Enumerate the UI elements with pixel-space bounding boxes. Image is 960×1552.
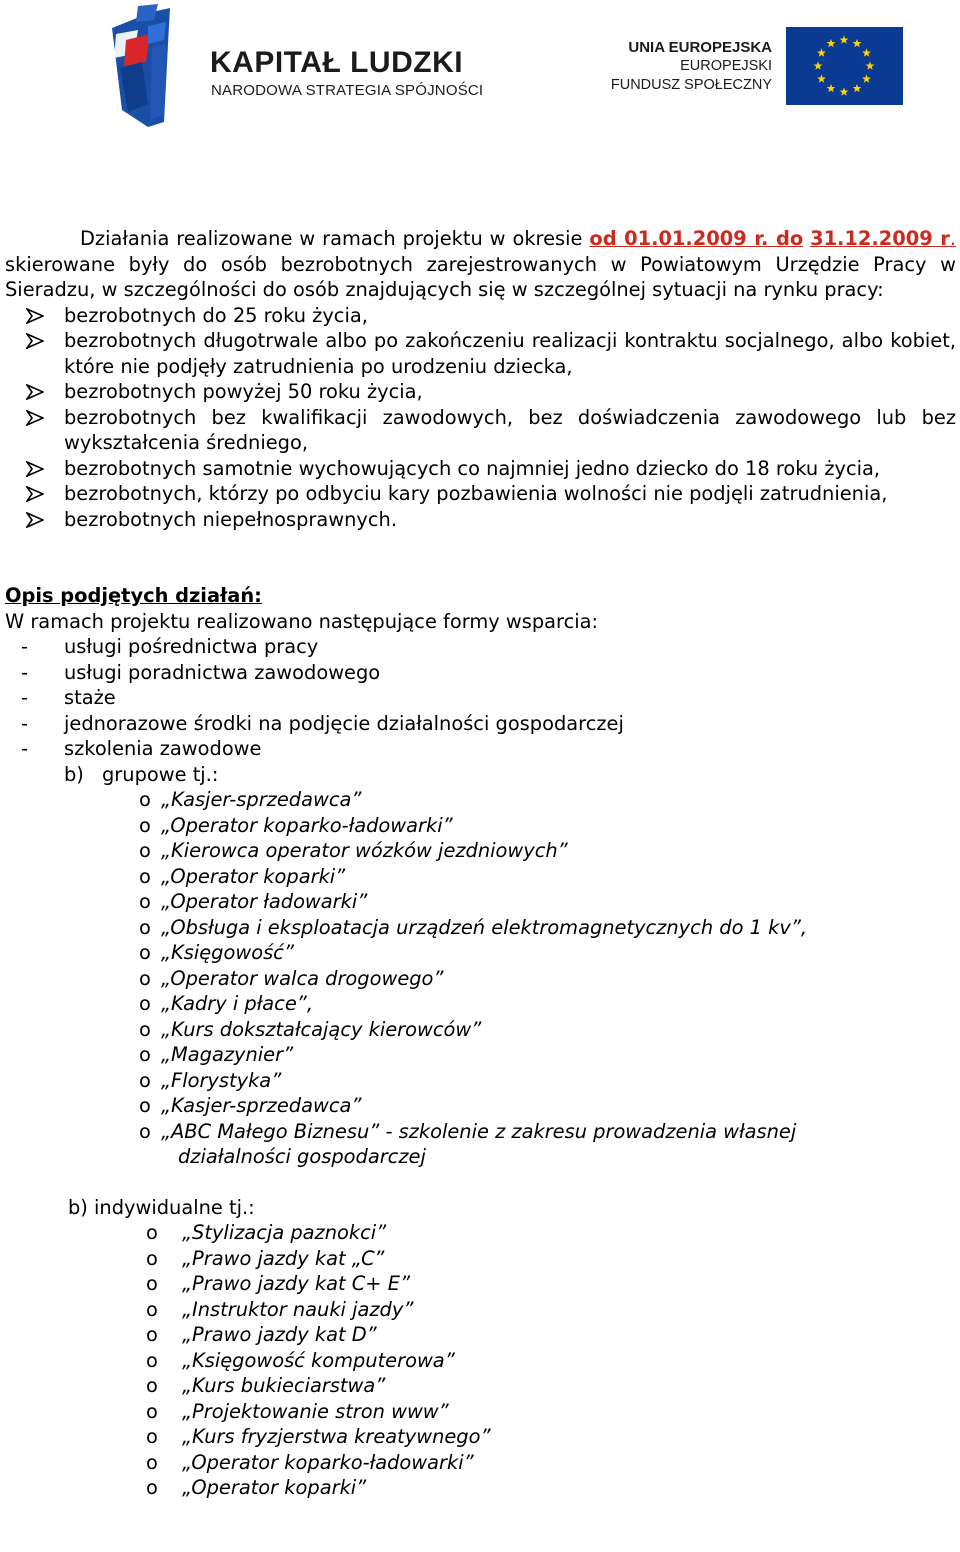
list-item-text: „Kurs bukieciarstwa” [182,1374,386,1397]
intro-text-2: skierowane były do osób bezrobotnych zarejestrowanych w Powiatowym Urzędzie Pracy w Sieradzu, w szczególności do osób znajdujących się w szczególnej sytuacji na rynku pracy: [5,252,956,301]
o-bullet: o [139,1094,151,1117]
group-trainings-number: b) [64,762,84,786]
eu-fund-line2: FUNDUSZ SPOŁECZNY [610,77,772,93]
list-item [5,634,956,660]
dash-bullet: - [21,686,28,709]
page-header [0,0,960,140]
list-item [5,1042,956,1068]
eu-logo-text [604,38,772,95]
list-item [5,1017,956,1043]
arrow-bullet-icon [26,384,44,400]
o-bullet: o [139,941,151,964]
list-item-text: „Operator ładowarki” [161,890,368,913]
list-item-text: usługi pośrednictwa pracy [64,635,319,658]
list-item [5,813,956,839]
list-item [5,838,956,864]
list-item [5,328,956,379]
project-period-dot: . [949,227,956,250]
list-item [5,1246,956,1272]
list-item-text-continued: działalności gospodarczej [178,1145,426,1168]
document-body [5,226,956,1501]
kapital-ludzki-title: KAPITAŁ LUDZKI [210,46,464,79]
kapital-ludzki-logo-icon [108,4,184,128]
arrow-bullet-icon [26,410,44,426]
o-bullet: o [146,1399,158,1423]
list-item [5,379,956,405]
list-item [5,1450,956,1476]
list-item-text: bezrobotnych niepełnosprawnych. [64,507,397,531]
list-item [5,1271,956,1297]
o-bullet: o [139,1017,151,1041]
list-item [5,864,956,890]
list-item-text: „Kadry i płace”, [161,992,313,1015]
list-item [5,991,956,1017]
o-bullet: o [139,788,151,811]
individual-trainings-list [5,1220,956,1501]
list-item-text: „Operator koparko-ładowarki” [182,1450,474,1474]
list-item [5,481,956,507]
support-forms-list [5,634,956,762]
list-item [5,405,956,456]
list-item [5,889,956,915]
list-item-text: usługi poradnictwa zawodowego [64,660,381,684]
list-item [5,787,956,813]
o-bullet: o [146,1221,158,1244]
list-item-text: szkolenia zawodowe [64,737,262,760]
eu-fund-line1: EUROPEJSKI [680,58,772,74]
list-item [5,1068,956,1094]
group-trainings-heading [5,762,956,788]
individual-trainings-heading: b) indywidualne tj.: [68,1195,255,1219]
list-item-text: bezrobotnych bez kwalifikacji zawodowych, bez doświadczenia zawodowego lub bez wykształcenia średniego, [64,405,956,454]
list-item [5,736,956,762]
list-item [5,660,956,686]
list-item [5,940,956,966]
o-bullet: o [139,813,151,837]
list-item-text: „Stylizacja paznokci” [182,1221,387,1244]
o-bullet: o [139,839,151,862]
intro-text-1: Działania realizowane w ramach projektu w okresie [80,227,590,250]
list-item-text: jednorazowe środki na podjęcie działalności gospodarczej [64,711,624,735]
o-bullet: o [146,1425,158,1448]
section-title: Opis podjętych działań: [5,584,262,607]
section-lead: W ramach projektu realizowano następujące formy wsparcia: [5,609,599,633]
dash-bullet: - [21,711,28,735]
dash-bullet: - [21,635,28,658]
list-item-text: „Operator koparko-ładowarki” [161,813,453,837]
o-bullet: o [146,1450,158,1474]
list-item [5,1399,956,1425]
list-item [5,303,956,329]
list-item-text: bezrobotnych długotrwale albo po zakończeniu realizacji kontraktu socjalnego, albo kobiet, które nie podjęły zatrudnienia po urodzeniu dziecka, [64,329,956,378]
arrow-bullet-icon [26,333,44,349]
list-item-text: „Operator koparki” [161,864,346,888]
o-bullet: o [146,1348,158,1372]
list-item-text: „Obsługa i eksploatacja urządzeń elektromagnetycznych do 1 kv”, [161,915,808,939]
list-item-text: „Księgowość” [161,941,294,964]
list-item-text: „Kurs dokształcający kierowców” [161,1017,482,1041]
list-item [5,1297,956,1323]
list-item-text: „Kasjer-sprzedawca” [161,788,362,811]
arrow-bullet-icon [26,461,44,477]
o-bullet: o [139,992,151,1015]
list-item-text: „Prawo jazdy kat „C” [182,1246,385,1270]
list-item [5,456,956,482]
list-item-text: „Księgowość komputerowa” [182,1348,455,1372]
dash-bullet: - [21,737,28,760]
list-item-text: „Operator koparki” [182,1476,367,1499]
list-item-text: „Kierowca operator wózków jezdniowych” [161,839,568,862]
list-item [5,1093,956,1119]
o-bullet: o [146,1272,158,1295]
list-item-text: „Operator walca drogowego” [161,966,444,990]
project-period-start: od 01.01.2009 r. do [589,227,804,250]
list-item [5,966,956,992]
list-item [5,1322,956,1348]
list-item [5,1475,956,1501]
list-item-text: staże [64,686,116,709]
list-item-text: „Instruktor nauki jazdy” [182,1297,414,1321]
project-period-end: 31.12.2009 r [810,227,950,250]
list-item-text: „Kasjer-sprzedawca” [161,1094,362,1117]
list-item-text: bezrobotnych powyżej 50 roku życia, [64,380,423,403]
list-item [5,1373,956,1399]
o-bullet: o [139,966,151,990]
o-bullet: o [146,1374,158,1397]
list-item-text: „ABC Małego Biznesu” - szkolenie z zakresu prowadzenia własnej [161,1119,797,1143]
o-bullet: o [139,864,151,888]
o-bullet: o [139,1043,151,1066]
arrow-bullet-icon [26,486,44,502]
list-item [5,507,956,533]
list-item [5,1119,956,1170]
group-trainings-label: grupowe tj.: [102,762,219,786]
o-bullet: o [139,890,151,913]
list-item-text: „Prawo jazdy kat C+ E” [182,1272,411,1295]
o-bullet: o [139,915,151,939]
list-item-text: bezrobotnych, którzy po odbyciu kary pozbawienia wolności nie podjęli zatrudnienia, [64,482,888,505]
list-item-text: „Prawo jazdy kat D” [182,1323,377,1346]
arrow-bullet-icon [26,512,44,528]
list-item [5,685,956,711]
o-bullet: o [139,1068,151,1092]
kapital-ludzki-subtitle: NARODOWA STRATEGIA SPÓJNOŚCI [211,82,484,99]
group-trainings-list [5,787,956,1170]
arrow-bullet-icon [26,308,44,324]
list-item-text: bezrobotnych samotnie wychowujących co najmniej jedno dziecko do 18 roku życia, [64,456,881,480]
intro-paragraph [5,226,956,303]
o-bullet: o [146,1323,158,1346]
list-item [5,1348,956,1374]
target-groups-list [5,303,956,533]
dash-bullet: - [21,660,28,684]
list-item-text: „Magazynier” [161,1043,294,1066]
list-item-text: „Florystyka” [161,1068,282,1092]
eu-name: UNIA EUROPEJSKA [628,39,772,56]
list-item-text: „Kurs fryzjerstwa kreatywnego” [182,1425,491,1448]
list-item-text: bezrobotnych do 25 roku życia, [64,303,368,327]
list-item [5,1424,956,1450]
list-item [5,1220,956,1246]
eu-flag-icon [786,27,903,105]
o-bullet: o [146,1476,158,1499]
list-item [5,711,956,737]
list-item-text: „Projektowanie stron www” [182,1399,449,1423]
list-item [5,915,956,941]
o-bullet: o [139,1119,151,1143]
o-bullet: o [146,1297,158,1321]
o-bullet: o [146,1246,158,1270]
